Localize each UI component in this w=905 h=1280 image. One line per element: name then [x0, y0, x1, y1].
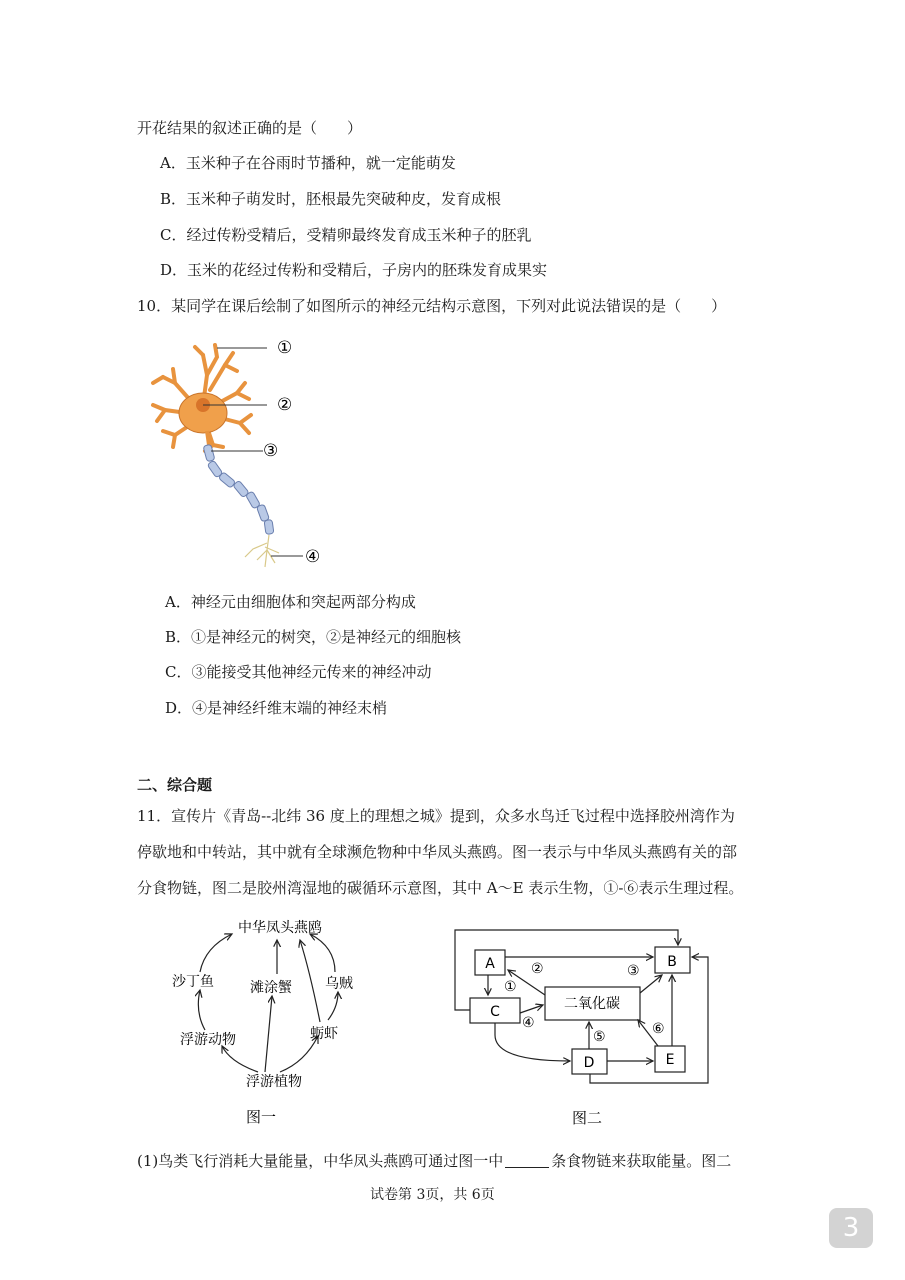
cc-box-e: E [665, 1052, 675, 1068]
neuron-figure [145, 335, 335, 575]
cc-process-4: ④ [522, 1015, 535, 1031]
food-web-figure [160, 912, 390, 1132]
page-footer: 试卷第 3页，共 6页 [370, 1187, 495, 1203]
cc-process-2: ② [531, 961, 544, 977]
cc-box-b: B [667, 954, 677, 970]
cc-box-c: C [490, 1004, 500, 1020]
cc-box-a: A [485, 956, 495, 972]
q10-option-a: A．神经元由细胞体和突起两部分构成 [165, 593, 416, 611]
page-number-badge: 3 [829, 1208, 873, 1248]
neuron-label-4: ④ [305, 547, 321, 567]
q9-option-d: D．玉米的花经过传粉和受精后，子房内的胚珠发育成果实 [160, 261, 548, 279]
q11-stem-line-1: 11．宣传片《青岛--北纬 36 度上的理想之城》提到，众多水鸟迁飞过程中选择胶州湾作为 [137, 807, 735, 825]
q9-option-b: B．玉米种子萌发时，胚根最先突破种皮，发育成根 [160, 190, 502, 208]
food-web-arrows [198, 934, 338, 1072]
q11-sub1-before: (1)鸟类飞行消耗大量能量，中华凤头燕鸥可通过图一中 [137, 1152, 504, 1170]
q10-option-d: D．④是神经纤维末端的神经末梢 [165, 699, 388, 717]
cc-process-1: ① [504, 979, 517, 995]
q9-option-c: C．经过传粉受精后，受精卵最终发育成玉米种子的胚乳 [160, 226, 532, 244]
q10-option-b: B．①是神经元的树突，②是神经元的细胞核 [165, 628, 462, 646]
neuron-label-1: ① [277, 338, 293, 358]
q11-sub1 [137, 1151, 731, 1171]
fw-node-sardine: 沙丁鱼 [172, 974, 214, 990]
neuron-label-2: ② [277, 395, 293, 415]
q11-stem-line-3: 分食物链，图二是胶州湾湿地的碳循环示意图，其中 A～E 表示生物，①-⑥表示生理过程。 [137, 879, 744, 897]
cc-box-d: D [583, 1055, 595, 1071]
fw-node-crab: 滩涂蟹 [250, 980, 292, 996]
q10-option-c: C．③能接受其他神经元传来的神经冲动 [165, 663, 432, 681]
fw-node-squid: 乌贼 [325, 976, 353, 992]
nerve-endings [245, 535, 279, 567]
cc-process-6: ⑥ [652, 1021, 665, 1037]
q11-sub1-after: 条食物链来获取能量。图二 [551, 1152, 732, 1170]
carbon-cycle-figure [450, 925, 725, 1135]
fw-node-zooplankton: 浮游动物 [180, 1032, 236, 1048]
q9-stem: 开花结果的叙述正确的是（ ） [137, 119, 363, 137]
fw-node-shrimp: 蛎虾 [310, 1026, 338, 1042]
fig2-caption: 图二 [572, 1109, 603, 1127]
answer-blank[interactable] [505, 1153, 549, 1168]
neuron-label-3: ③ [263, 441, 279, 461]
fig1-caption: 图一 [246, 1108, 277, 1126]
section-title: 二、综合题 [137, 776, 213, 794]
cc-box-co2: 二氧化碳 [564, 996, 620, 1012]
fw-node-phytoplankton: 浮游植物 [246, 1074, 302, 1090]
q11-stem-line-2: 停歇地和中转站，其中就有全球濒危物种中华凤头燕鸥。图一表示与中华凤头燕鸥有关的部 [137, 843, 738, 861]
q10-stem: 10．某同学在课后绘制了如图所示的神经元结构示意图，下列对此说法错误的是（ ） [137, 297, 727, 315]
cc-process-3: ③ [627, 963, 640, 979]
cc-process-5: ⑤ [593, 1029, 606, 1045]
fw-node-tern: 中华凤头燕鸥 [238, 920, 322, 936]
q9-option-a: A．玉米种子在谷雨时节播种，就一定能萌发 [160, 154, 456, 172]
